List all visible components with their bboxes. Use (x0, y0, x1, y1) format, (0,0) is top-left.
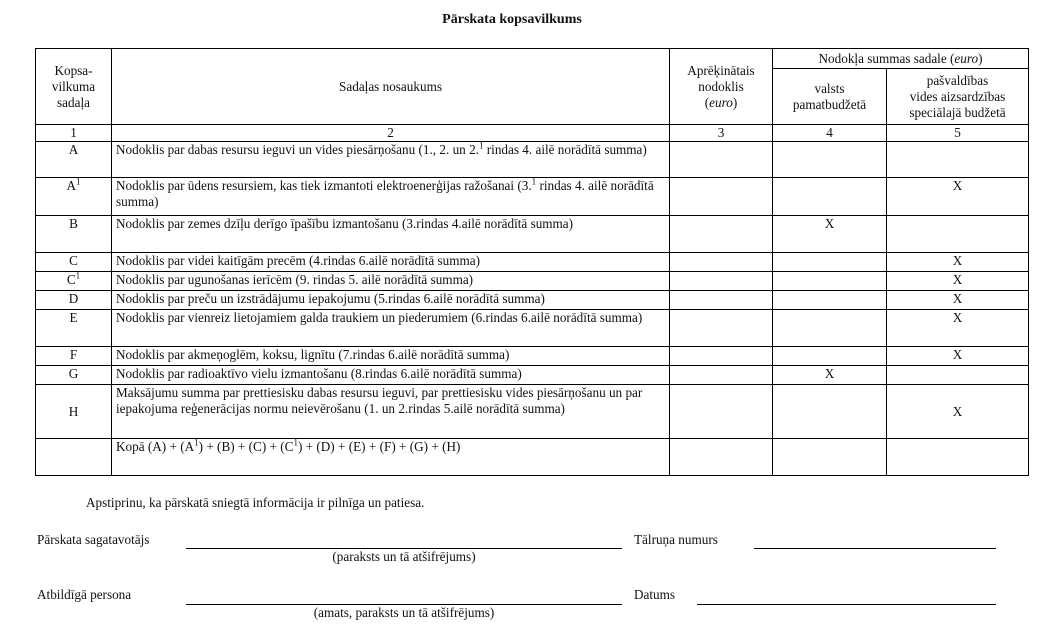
section-code: E (36, 310, 112, 347)
state-budget-cell[interactable] (773, 253, 887, 272)
state-budget-cell[interactable] (773, 291, 887, 310)
calculated-tax-cell[interactable] (670, 347, 773, 366)
responsible-caption: (amats, paraksts un tā atšifrējums) (313, 605, 495, 620)
table-row (36, 272, 1029, 291)
calculated-tax-cell[interactable] (670, 291, 773, 310)
municipal-budget-cell[interactable] (887, 142, 1029, 178)
municipal-budget-cell[interactable]: X (887, 347, 1029, 366)
section-code: B (36, 216, 112, 253)
column-number: 4 (773, 125, 887, 142)
phone-label: Tālruņa numurs (634, 532, 718, 547)
header-section-code: Kopsa- vilkuma sadaļa (36, 49, 112, 125)
calculated-tax-cell[interactable] (670, 178, 773, 216)
table-row (36, 366, 1029, 385)
state-budget-cell[interactable]: X (773, 216, 887, 253)
municipal-budget-cell[interactable]: X (887, 253, 1029, 272)
header-section-name: Sadaļas nosaukums (112, 49, 670, 125)
phone-line[interactable] (754, 548, 996, 549)
table-row (36, 142, 1029, 178)
calculated-tax-cell[interactable] (670, 310, 773, 347)
date-line[interactable] (697, 604, 996, 605)
section-code: D (36, 291, 112, 310)
section-name: Nodoklis par preču un izstrādājumu iepakojumu (5.rindas 6.ailē norādītā summa) (112, 291, 670, 310)
state-budget-cell[interactable]: X (773, 366, 887, 385)
total-state-budget-cell[interactable] (773, 439, 887, 476)
municipal-budget-cell[interactable] (887, 366, 1029, 385)
municipal-budget-cell[interactable]: X (887, 310, 1029, 347)
state-budget-cell[interactable] (773, 310, 887, 347)
calculated-tax-cell[interactable] (670, 272, 773, 291)
calculated-tax-cell[interactable] (670, 216, 773, 253)
section-name: Nodoklis par vienreiz lietojamiem galda traukiem un piederumiem (6.rindas 6.ailē norādītā summa) (112, 310, 670, 347)
header-row-1 (36, 49, 1029, 69)
section-name: Nodoklis par zemes dzīļu derīgo īpašību izmantošanu (3.rindas 4.ailē norādītā summa) (112, 216, 670, 253)
section-name: Nodoklis par ugunošanas ierīcēm (9. rindas 5. ailē norādītā summa) (112, 272, 670, 291)
section-name: Nodoklis par videi kaitīgām precēm (4.rindas 6.ailē norādītā summa) (112, 253, 670, 272)
state-budget-cell[interactable] (773, 142, 887, 178)
header-municipal-budget: pašvaldības vides aizsardzības speciālajā budžetā (887, 69, 1029, 125)
municipal-budget-cell[interactable]: X (887, 291, 1029, 310)
state-budget-cell[interactable] (773, 385, 887, 439)
total-code-cell (36, 439, 112, 476)
table-row (36, 253, 1029, 272)
total-municipal-budget-cell[interactable] (887, 439, 1029, 476)
section-code: $A^1$ (36, 178, 112, 216)
preparer-label: Pārskata sagatavotājs (37, 532, 150, 547)
preparer-caption: (paraksts un tā atšifrējums) (332, 549, 476, 564)
state-budget-cell[interactable] (773, 178, 887, 216)
state-budget-cell[interactable] (773, 347, 887, 366)
municipal-budget-cell[interactable]: X (887, 272, 1029, 291)
calculated-tax-cell[interactable] (670, 366, 773, 385)
table-row (36, 178, 1029, 216)
column-number-row (36, 125, 1029, 142)
header-state-budget: valsts pamatbudžetā (773, 69, 887, 125)
header-calculated-tax: Aprēķinātais nodoklis (euro) (670, 49, 773, 125)
summary-table (35, 48, 1029, 476)
section-name: Maksājumu summa par prettiesisku dabas resursu ieguvi, par prettiesisku vides piesārņošanu un par iepakojuma reģenerācijas normu neievērošanu (1. un 2.rindas 5.ailē norādītā summa) (112, 385, 670, 439)
section-code: C (36, 253, 112, 272)
header-distribution-group: Nodokļa summas sadale (euro) (773, 49, 1029, 69)
municipal-budget-cell[interactable] (887, 216, 1029, 253)
table-row (36, 347, 1029, 366)
table-row (36, 385, 1029, 439)
confirmation-text: Apstiprinu, ka pārskatā sniegtā informācija ir pilnīga un patiesa. (86, 495, 425, 510)
total-calculated-tax-cell[interactable] (670, 439, 773, 476)
page-title: Pārskata kopsavilkums (442, 12, 582, 27)
responsible-label: Atbildīgā persona (37, 587, 132, 602)
section-code: $C^1$ (36, 272, 112, 291)
section-name: Nodoklis par dabas resursu ieguvi un vides piesārņošanu (1., 2. un 2.$^1$ rindas 4. ailē norādītā summa) (112, 142, 670, 178)
column-number: 3 (670, 125, 773, 142)
section-name: Nodoklis par akmeņoglēm, koksu, lignītu (7.rindas 6.ailē norādītā summa) (112, 347, 670, 366)
column-number: 2 (112, 125, 670, 142)
section-code: G (36, 366, 112, 385)
total-row (36, 439, 1029, 476)
table-row (36, 291, 1029, 310)
state-budget-cell[interactable] (773, 272, 887, 291)
date-label: Datums (634, 587, 676, 602)
calculated-tax-cell[interactable] (670, 385, 773, 439)
calculated-tax-cell[interactable] (670, 142, 773, 178)
table-row (36, 310, 1029, 347)
column-number: 1 (36, 125, 112, 142)
municipal-budget-cell[interactable]: X (887, 385, 1029, 439)
calculated-tax-cell[interactable] (670, 253, 773, 272)
total-label: Kopā $(A) + (A^1) + (B) + (C) + (C^1) + (D) + (E) + (F) + (G) + (H)$ (112, 439, 670, 476)
section-code: A (36, 142, 112, 178)
section-code: F (36, 347, 112, 366)
table-row (36, 216, 1029, 253)
section-name: Nodoklis par ūdens resursiem, kas tiek izmantoti elektroenerģijas ražošanai (3.$^1$ rindas 4. ailē norādītā summa) (112, 178, 670, 216)
section-name: Nodoklis par radioaktīvo vielu izmantošanu (8.rindas 6.ailē norādītā summa) (112, 366, 670, 385)
municipal-budget-cell[interactable]: X (887, 178, 1029, 216)
column-number: 5 (887, 125, 1029, 142)
section-code: H (36, 385, 112, 439)
